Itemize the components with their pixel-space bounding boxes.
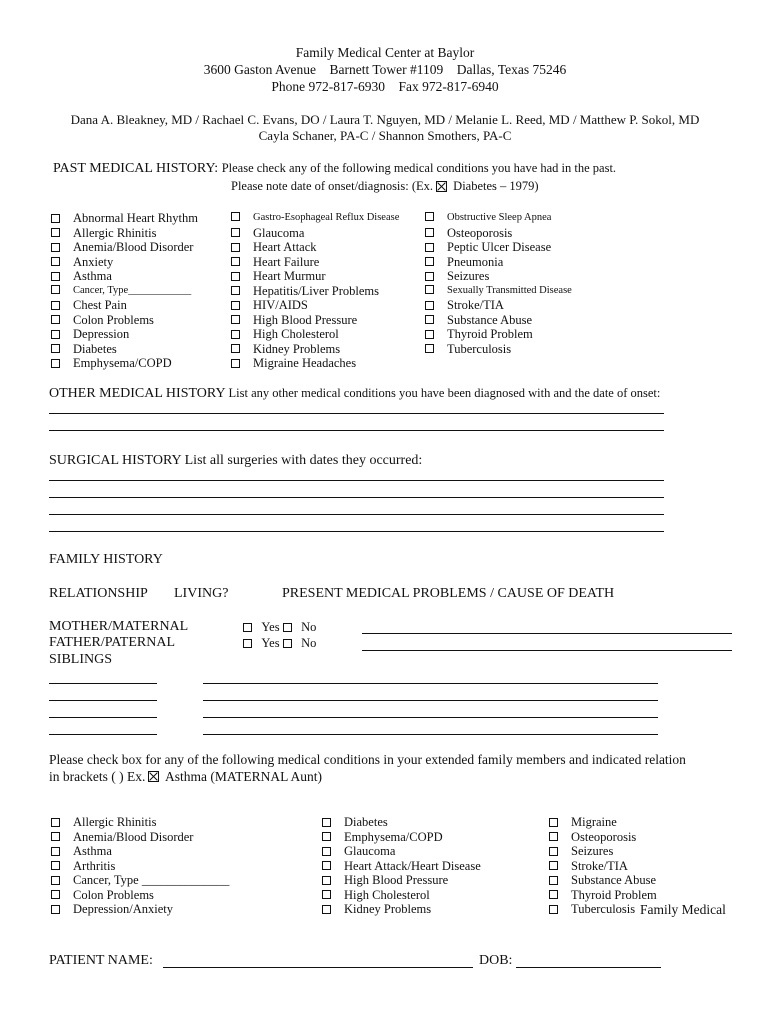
past-history-instruction-2: Please note date of onset/diagnosis: (Ex. Diabetes – 1979): [231, 179, 539, 193]
past-condition-item: [51, 284, 192, 299]
past-condition-checkbox[interactable]: [231, 330, 240, 339]
dob-label: DOB:: [479, 953, 513, 968]
past-condition-label: Stroke/TIA: [447, 298, 504, 312]
family-siblings-label: SIBLINGS: [49, 652, 113, 667]
clinic-name: Family Medical Center at Baylor: [295, 45, 475, 60]
mother-yes-checkbox[interactable]: [243, 623, 252, 632]
extended-family-instruction-2: in brackets ( ) Ex. Asthma (MATERNAL Aunt): [49, 769, 322, 784]
family-condition-item: [51, 902, 173, 917]
past-condition-item: [51, 341, 117, 357]
sibling-relationship-line-2[interactable]: [49, 700, 157, 701]
family-condition-item: [51, 873, 230, 888]
past-condition-label: Kidney Problems: [253, 341, 341, 356]
past-condition-label: Osteoporosis: [447, 225, 513, 240]
family-condition-label: Kidney Problems: [344, 902, 432, 916]
family-condition-label: Osteoporosis: [571, 829, 637, 844]
past-condition-checkbox[interactable]: [231, 243, 240, 252]
family-condition-item: [322, 873, 449, 888]
family-condition-label: Migraine: [571, 815, 617, 829]
sibling-problems-line-2[interactable]: [203, 700, 658, 701]
checked-box-example-icon: [148, 771, 159, 782]
past-condition-checkbox[interactable]: [51, 228, 60, 237]
past-condition-item: [231, 356, 357, 371]
past-condition-item: [51, 269, 112, 284]
sibling-relationship-line-1[interactable]: [49, 683, 157, 684]
other-history-heading: [49, 386, 660, 402]
clinic-address: 3600 Gaston Avenue Barnett Tower #1109 Dallas, Texas 75246: [203, 62, 567, 77]
family-condition-checkbox[interactable]: [51, 876, 60, 885]
family-condition-item: [51, 844, 112, 859]
sibling-problems-line-1[interactable]: [203, 683, 658, 684]
family-condition-checkbox[interactable]: [322, 847, 331, 856]
past-condition-checkbox[interactable]: [231, 212, 240, 221]
past-condition-item: [231, 327, 339, 342]
providers-line-2: Cayla Schaner, PA-C / Shannon Smothers, PA-C: [258, 128, 512, 143]
surgical-history-title: SURGICAL HISTORY: [49, 453, 182, 468]
past-condition-item: [231, 240, 317, 255]
past-condition-item: [51, 240, 194, 255]
past-condition-label: Anxiety: [73, 254, 114, 269]
past-condition-item: [231, 283, 380, 299]
past-condition-item: [51, 211, 198, 226]
past-condition-item: [425, 269, 490, 284]
past-condition-item: [231, 341, 341, 357]
family-condition-item: [549, 902, 636, 917]
family-condition-item: [322, 858, 481, 874]
past-condition-checkbox[interactable]: [51, 330, 60, 339]
family-condition-checkbox[interactable]: [51, 890, 60, 899]
family-condition-label: Diabetes: [344, 815, 388, 829]
past-history-instruction-1: Please check any of the following medical conditions you have had in the past.: [221, 161, 617, 175]
past-condition-checkbox[interactable]: [425, 301, 434, 310]
family-condition-label: Heart Attack/Heart Disease: [344, 858, 481, 873]
past-condition-item: [51, 327, 130, 342]
past-condition-checkbox[interactable]: [425, 243, 434, 252]
other-history-line-1[interactable]: [49, 413, 664, 414]
family-condition-label: Thyroid Problem: [571, 887, 657, 902]
extended-family-trailing-text: Family Medical: [640, 902, 726, 917]
past-condition-checkbox[interactable]: [425, 257, 434, 266]
surgical-history-line-1[interactable]: [49, 480, 664, 481]
past-condition-item: [51, 298, 127, 313]
past-condition-checkbox[interactable]: [51, 272, 60, 281]
past-condition-label: Chest Pain: [73, 298, 127, 312]
past-condition-checkbox[interactable]: [51, 214, 60, 223]
sibling-relationship-line-3[interactable]: [49, 717, 157, 718]
family-condition-item: [322, 902, 432, 917]
past-condition-checkbox[interactable]: [425, 272, 434, 281]
past-condition-checkbox[interactable]: [231, 315, 240, 324]
past-condition-checkbox[interactable]: [425, 330, 434, 339]
family-condition-item: [322, 815, 388, 830]
past-condition-item: [231, 211, 400, 226]
past-condition-item: [425, 211, 552, 226]
past-condition-item: [425, 254, 504, 270]
patient-name-field[interactable]: [163, 967, 473, 968]
surgical-history-line-4[interactable]: [49, 531, 664, 532]
past-condition-checkbox[interactable]: [425, 315, 434, 324]
family-condition-label: Substance Abuse: [571, 873, 657, 887]
other-history-title: OTHER MEDICAL HISTORY: [49, 386, 226, 401]
past-condition-checkbox[interactable]: [51, 344, 60, 353]
past-condition-item: [425, 327, 533, 342]
family-condition-item: [322, 887, 430, 903]
dob-field[interactable]: [516, 967, 661, 968]
family-condition-item: [549, 844, 614, 859]
family-condition-checkbox[interactable]: [322, 818, 331, 827]
past-condition-checkbox[interactable]: [425, 228, 434, 237]
past-condition-label: Obstructive Sleep Apnea: [447, 212, 552, 223]
past-condition-label: Gastro-Esophageal Reflux Disease: [253, 212, 400, 223]
father-yes-checkbox[interactable]: [243, 639, 252, 648]
family-mother-label: MOTHER/MATERNAL: [49, 619, 189, 634]
past-condition-label: Sexually Transmitted Disease: [447, 284, 572, 296]
past-condition-checkbox[interactable]: [51, 243, 60, 252]
past-condition-item: [51, 356, 172, 371]
other-history-instruction: List any other medical conditions you have been diagnosed with and the date of onset:: [228, 386, 661, 400]
family-condition-checkbox[interactable]: [322, 905, 331, 914]
family-condition-item: [51, 858, 116, 874]
family-condition-label: High Cholesterol: [344, 887, 430, 902]
father-living-options: Yes No: [243, 636, 316, 651]
family-condition-label: Depression/Anxiety: [73, 902, 173, 916]
checked-box-example-icon: [436, 181, 447, 192]
past-condition-item: [51, 312, 154, 328]
past-condition-label: Emphysema/COPD: [73, 356, 172, 370]
past-condition-label: Peptic Ulcer Disease: [447, 240, 552, 254]
family-condition-label: Arthritis: [73, 858, 116, 873]
family-condition-label: Allergic Rhinitis: [73, 815, 157, 829]
family-condition-item: [51, 887, 154, 903]
family-condition-checkbox[interactable]: [51, 905, 60, 914]
past-condition-item: [425, 240, 552, 255]
family-condition-label: Tuberculosis: [571, 902, 636, 916]
family-condition-label: Stroke/TIA: [571, 858, 628, 873]
family-condition-checkbox[interactable]: [549, 905, 558, 914]
family-condition-checkbox[interactable]: [549, 847, 558, 856]
past-condition-label: Depression: [73, 327, 130, 341]
clinic-phone-fax: Phone 972-817-6930 Fax 972-817-6940: [271, 79, 499, 94]
past-condition-label: Anemia/Blood Disorder: [73, 240, 194, 254]
past-condition-label: Glaucoma: [253, 225, 305, 240]
family-condition-label: Glaucoma: [344, 844, 396, 858]
past-condition-checkbox[interactable]: [51, 315, 60, 324]
past-condition-label: Abnormal Heart Rhythm: [73, 211, 198, 225]
past-condition-label: Migraine Headaches: [253, 356, 357, 370]
past-condition-checkbox[interactable]: [425, 285, 434, 294]
past-condition-item: [51, 254, 114, 270]
past-condition-item: [231, 269, 326, 284]
past-condition-label: Seizures: [447, 269, 490, 283]
father-no-checkbox[interactable]: [283, 639, 292, 648]
past-condition-label: Cancer, Type____________: [73, 284, 192, 296]
past-condition-item: [231, 254, 320, 270]
past-condition-label: High Blood Pressure: [253, 312, 358, 327]
family-condition-item: [51, 815, 157, 830]
past-condition-checkbox[interactable]: [51, 285, 60, 294]
past-condition-label: Heart Murmur: [253, 269, 326, 283]
family-condition-checkbox[interactable]: [549, 832, 558, 841]
past-condition-label: Pneumonia: [447, 254, 504, 269]
family-condition-label: High Blood Pressure: [344, 873, 449, 887]
past-condition-item: [231, 312, 358, 328]
family-condition-item: [51, 829, 194, 845]
family-condition-label: Anemia/Blood Disorder: [73, 829, 194, 844]
family-condition-item: [549, 815, 617, 830]
family-condition-label: Emphysema/COPD: [344, 829, 443, 844]
past-condition-item: [425, 312, 533, 328]
mother-no-checkbox[interactable]: [283, 623, 292, 632]
family-condition-checkbox[interactable]: [322, 832, 331, 841]
past-condition-label: Heart Attack: [253, 240, 317, 254]
family-condition-item: [322, 844, 396, 859]
past-condition-item: [51, 225, 157, 241]
past-condition-checkbox[interactable]: [425, 344, 434, 353]
past-condition-label: High Cholesterol: [253, 327, 339, 341]
sibling-relationship-line-4[interactable]: [49, 734, 157, 735]
patient-name-label: PATIENT NAME:: [49, 953, 153, 968]
family-condition-item: [549, 829, 637, 845]
past-condition-checkbox[interactable]: [231, 301, 240, 310]
family-condition-label: Seizures: [571, 844, 614, 858]
past-condition-label: Diabetes: [73, 341, 117, 356]
surgical-history-line-3[interactable]: [49, 514, 664, 515]
family-father-label: FATHER/PATERNAL: [49, 635, 176, 650]
family-col-problems: PRESENT MEDICAL PROBLEMS / CAUSE OF DEATH: [282, 586, 615, 601]
family-condition-label: Asthma: [73, 844, 112, 858]
past-condition-item: [231, 298, 308, 313]
past-condition-label: HIV/AIDS: [253, 298, 308, 312]
past-condition-item: [425, 284, 572, 299]
family-condition-item: [549, 873, 657, 888]
mother-living-options: Yes No: [243, 620, 316, 635]
family-condition-checkbox[interactable]: [51, 847, 60, 856]
past-condition-item: [425, 341, 512, 357]
family-condition-item: [549, 858, 628, 874]
father-problems-line[interactable]: [362, 650, 732, 651]
family-condition-item: [322, 829, 443, 845]
family-condition-checkbox[interactable]: [51, 861, 60, 870]
past-condition-checkbox[interactable]: [231, 272, 240, 281]
family-condition-checkbox[interactable]: [51, 832, 60, 841]
past-condition-checkbox[interactable]: [231, 228, 240, 237]
providers-line-1: Dana A. Bleakney, MD / Rachael C. Evans, DO / Laura T. Nguyen, MD / Melanie L. Reed, MD / Matthew P. Sokol, MD: [70, 112, 700, 127]
past-condition-checkbox[interactable]: [425, 212, 434, 221]
family-condition-label: Colon Problems: [73, 887, 154, 902]
past-condition-label: Colon Problems: [73, 312, 154, 327]
surgical-history-instruction: List all surgeries with dates they occurred:: [184, 453, 423, 468]
past-history-heading: [53, 161, 616, 177]
sibling-problems-line-3[interactable]: [203, 717, 658, 718]
surgical-history-heading: [49, 453, 422, 469]
family-col-living: LIVING?: [174, 586, 229, 601]
past-condition-checkbox[interactable]: [231, 359, 240, 368]
family-condition-checkbox[interactable]: [549, 890, 558, 899]
family-condition-checkbox[interactable]: [322, 861, 331, 870]
past-condition-label: Substance Abuse: [447, 312, 533, 327]
family-condition-label: Cancer, Type ______________: [73, 873, 230, 887]
past-condition-checkbox[interactable]: [51, 359, 60, 368]
family-condition-checkbox[interactable]: [322, 876, 331, 885]
past-condition-label: Heart Failure: [253, 254, 320, 269]
past-condition-item: [425, 298, 504, 313]
past-condition-label: Hepatitis/Liver Problems: [253, 283, 380, 298]
past-history-title: PAST MEDICAL HISTORY:: [53, 161, 219, 176]
extended-family-instruction-1: Please check box for any of the following medical conditions in your extended family members and indicated relation: [49, 752, 686, 767]
other-history-line-2[interactable]: [49, 430, 664, 431]
past-condition-item: [425, 225, 513, 241]
past-condition-checkbox[interactable]: [51, 301, 60, 310]
past-condition-label: Allergic Rhinitis: [73, 225, 157, 240]
family-col-relationship: RELATIONSHIP: [49, 586, 148, 601]
family-condition-item: [549, 887, 657, 903]
family-condition-checkbox[interactable]: [322, 890, 331, 899]
family-condition-checkbox[interactable]: [549, 818, 558, 827]
past-condition-label: Tuberculosis: [447, 341, 512, 356]
family-condition-checkbox[interactable]: [549, 876, 558, 885]
past-condition-checkbox[interactable]: [51, 257, 60, 266]
family-condition-checkbox[interactable]: [51, 818, 60, 827]
past-condition-label: Asthma: [73, 269, 112, 283]
past-condition-checkbox[interactable]: [231, 286, 240, 295]
mother-problems-line[interactable]: [362, 633, 732, 634]
sibling-problems-line-4[interactable]: [203, 734, 658, 735]
past-condition-item: [231, 225, 305, 241]
past-condition-checkbox[interactable]: [231, 344, 240, 353]
family-condition-checkbox[interactable]: [549, 861, 558, 870]
family-history-title: FAMILY HISTORY: [49, 552, 163, 567]
surgical-history-line-2[interactable]: [49, 497, 664, 498]
past-condition-label: Thyroid Problem: [447, 327, 533, 341]
past-condition-checkbox[interactable]: [231, 257, 240, 266]
